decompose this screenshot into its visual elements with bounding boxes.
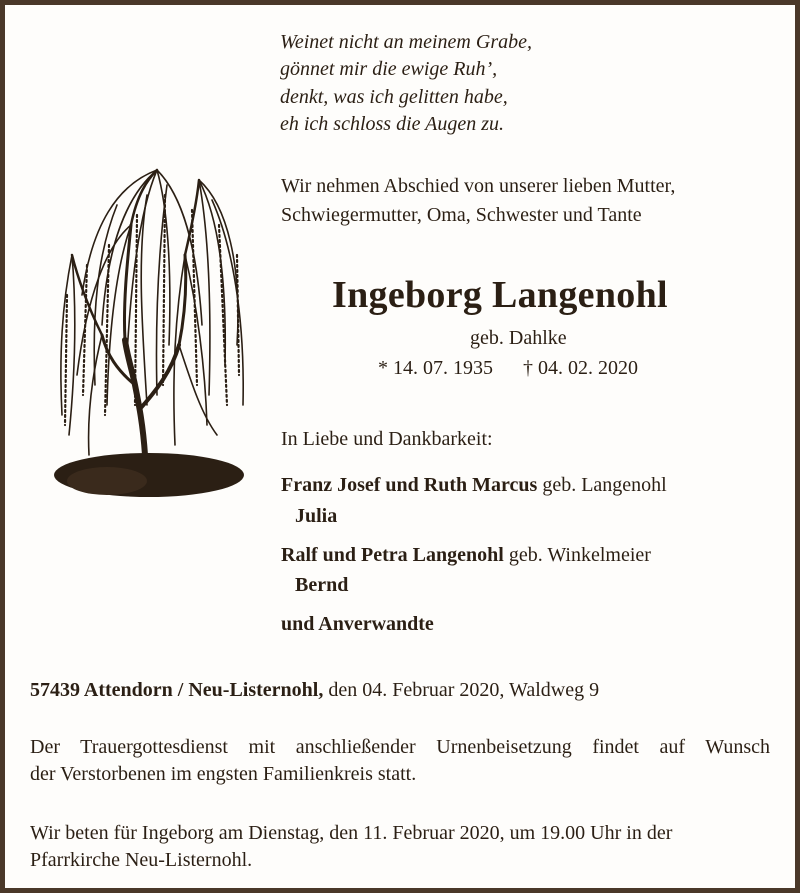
thanks-line: In Liebe und Dankbarkeit: [281,428,493,450]
poem [280,29,532,138]
poem-line: eh ich schloss die Augen zu. [280,112,505,135]
location-place: 57439 Attendorn / Neu-Listernohl, [30,679,324,701]
farewell-text [281,173,675,231]
poem-line: Weinet nicht an meinem Grabe, [280,31,532,53]
prayer-line: Wir beten für Ingeborg am Dienstag, den 11. Februar 2020, um 19.00 Uhr in der [30,822,673,844]
relatives-line: und Anverwandte [281,613,434,635]
prayer-line: Pfarrkirche Neu-Listernohl. [30,849,253,871]
service-line: Der Trauergottesdienst mit anschließender Urnenbeisetzung findet auf Wunsch [30,736,770,758]
service-paragraph [30,734,770,788]
service-line: der Verstorbenen im engsten Familienkreis statt. [30,763,417,785]
mourner-names: Ralf und Petra Langenohl [281,544,504,566]
mourner-born-name: geb. Winkelmeier [503,544,651,566]
mourner-names: Franz Josef und Ruth Marcus [281,474,538,496]
mourner-child-1: Julia [295,505,338,527]
mourner-family-2 [281,542,651,569]
location-details: den 04. Februar 2020, Waldweg 9 [323,679,600,701]
prayer-paragraph [30,820,770,874]
farewell-line: Schwiegermutter, Oma, Schwester und Tante [281,204,642,226]
weeping-willow-illustration [47,155,252,525]
mourner-child-2: Bernd [295,574,349,596]
death-date: † 04. 02. 2020 [523,357,638,379]
birth-date: * 14. 07. 1935 [378,357,493,379]
poem-line: denkt, was ich gelitten habe, [280,85,508,108]
deceased-name: Ingeborg Langenohl [332,274,668,316]
life-dates [378,355,638,382]
mourner-born-name: geb. Langenohl [537,474,667,496]
maiden-name: geb. Dahlke [470,327,567,349]
farewell-line: Wir nehmen Abschied von unserer lieben Mutter, [281,175,676,197]
obituary-notice [5,5,795,888]
mourner-family-1 [281,472,667,499]
poem-line: gönnet mir die ewige Ruh’, [280,58,498,81]
location-line [30,677,599,704]
